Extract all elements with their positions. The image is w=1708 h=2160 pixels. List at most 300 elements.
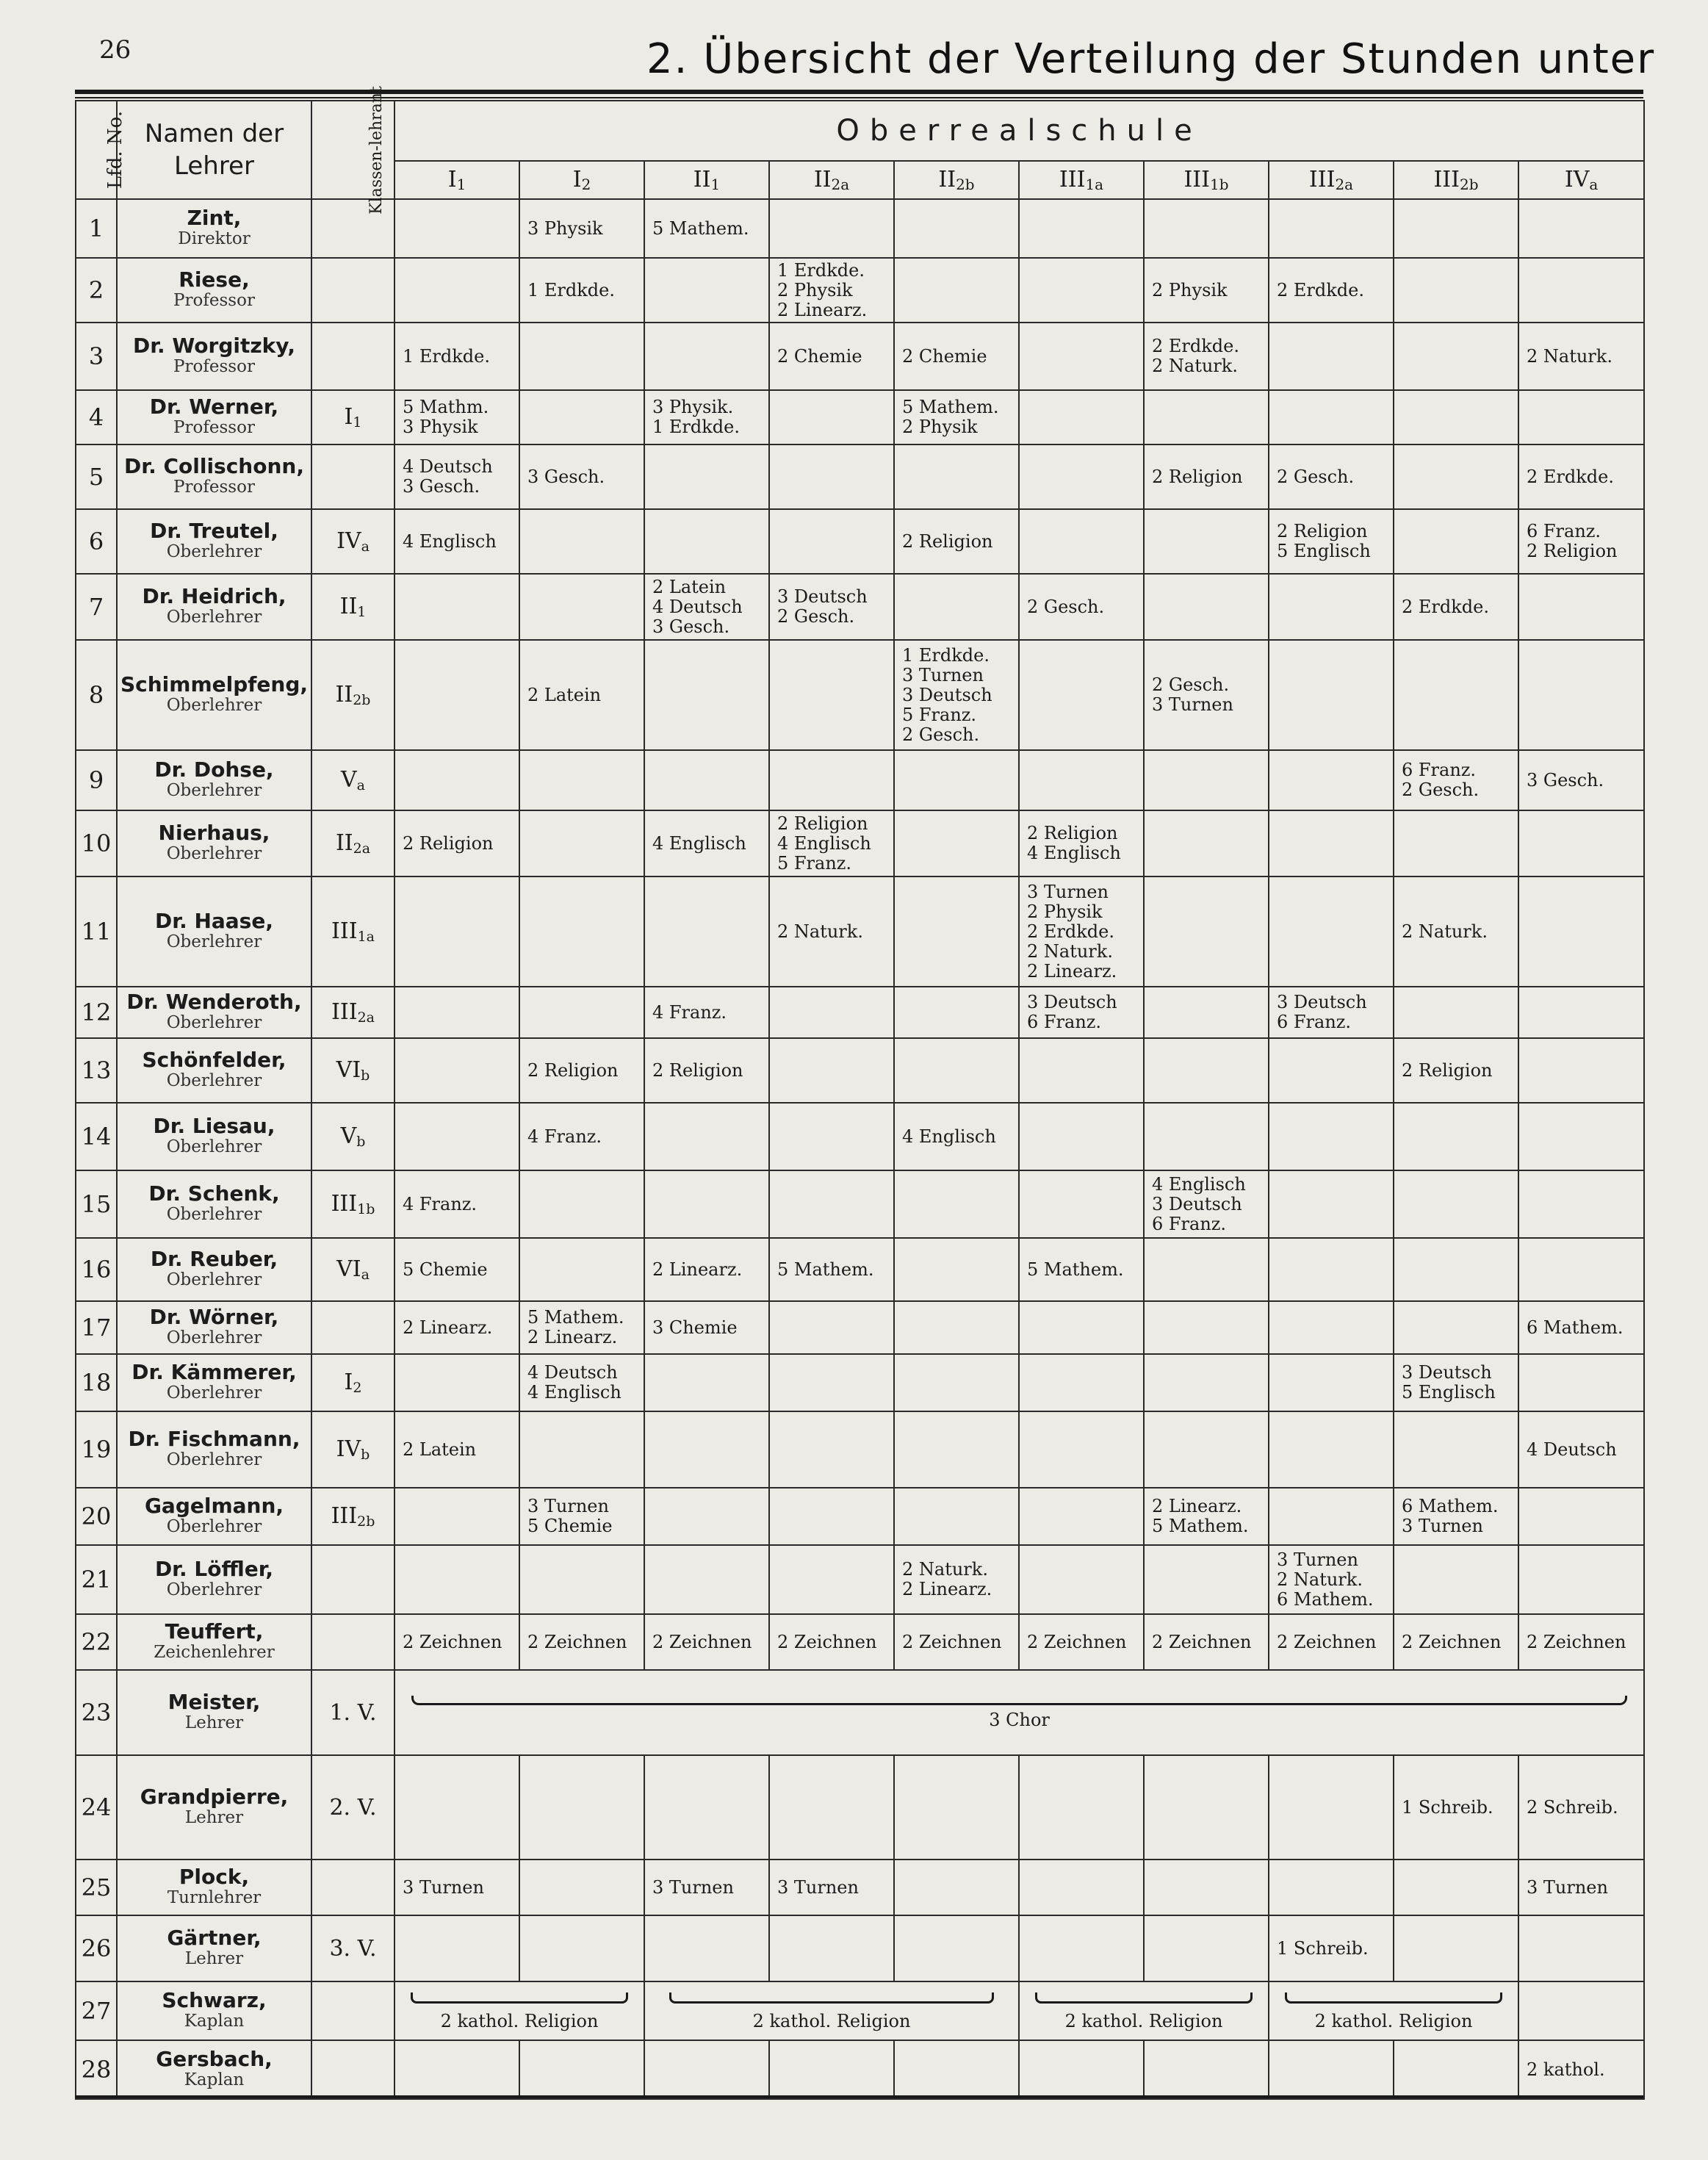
lesson-cell [644,1411,769,1488]
teacher-cell [117,444,311,509]
lesson-cell [394,574,519,640]
lesson-cell [894,1170,1019,1238]
lesson-cell [894,1301,1019,1354]
klassenlehrer-class: II [335,830,353,856]
lesson-cell [1019,390,1144,444]
lesson-cell [769,1545,894,1614]
lesson-entry: 1 Schreib. [1402,1796,1493,1818]
lesson-cell [1394,1238,1518,1301]
lesson-cell [1269,876,1394,987]
teacher-title: Lehrer [184,1713,244,1732]
lesson-entry: 5 Mathem. [1027,1259,1124,1280]
lesson-entry: 2 Latein [527,684,602,705]
lesson-cell [769,1238,894,1301]
lesson-cell [769,574,894,640]
row-number: 11 [76,876,117,987]
lesson-cell [519,1170,644,1238]
lesson-cell [394,1614,519,1670]
lesson-cell [394,640,519,750]
lesson-cell [1394,199,1518,258]
lesson-cell [769,1411,894,1488]
lesson-cell [519,1915,644,1981]
lesson-cell [1394,1755,1518,1860]
lesson-cell [894,390,1019,444]
lesson-entry: 3 Deutsch [1027,992,1117,1012]
table-row [76,1103,1644,1170]
lesson-cell [644,574,769,640]
lesson-cell [519,1238,644,1301]
klassenlehrer-cell [311,1170,394,1238]
lesson-entry: 2 Naturk. [1027,940,1113,962]
lesson-cell [1269,1170,1394,1238]
column-header-main: III [1183,167,1211,192]
lesson-cell [394,1545,519,1614]
teacher-cell [117,1545,311,1614]
lesson-entry: 2 Zeichnen [1402,1631,1502,1652]
teacher-title: Oberlehrer [166,781,262,800]
lesson-cell [1019,444,1144,509]
brace-mark [411,1696,1626,1705]
klassenlehrer-cell [311,1354,394,1411]
lesson-cell [1394,640,1518,750]
column-header [1144,161,1269,199]
lesson-cell [1269,1354,1394,1411]
teacher-name: Meister, [167,1690,261,1714]
lesson-cell [1518,1915,1644,1981]
lesson-cell [1019,876,1144,987]
lesson-cell [1394,987,1518,1038]
lesson-cell [1269,509,1394,574]
lesson-cell [894,876,1019,987]
lesson-cell [1518,1238,1644,1301]
lesson-entry: 6 Franz. [1527,521,1601,541]
lesson-cell [894,987,1019,1038]
lesson-entry: 3 Deutsch [777,586,868,607]
row-number: 22 [76,1614,117,1670]
row-number: 8 [76,640,117,750]
lesson-entry: 4 Deutsch [652,596,743,617]
row-number: 26 [76,1915,117,1981]
lesson-cell [1394,1488,1518,1545]
teacher-cell [117,750,311,810]
lesson-cell [1518,258,1644,323]
brace-mark [1035,1992,1253,2004]
klassenlehrer-cell [311,1755,394,1860]
teacher-name: Riese, [179,267,250,292]
group-lesson-cell [1518,1981,1644,2040]
lesson-cell [519,876,644,987]
page-number: 26 [99,35,131,65]
lesson-entry: 3 Turnen [1402,1516,1483,1536]
lesson-cell [769,444,894,509]
lesson-cell [1394,1301,1518,1354]
lesson-cell [894,1860,1019,1915]
lesson-cell [394,323,519,390]
lesson-entry: 2 Erdkde. [1277,279,1364,300]
lesson-cell [1518,1614,1644,1670]
teacher-cell [117,987,311,1038]
lesson-entry: 2 Zeichnen [902,1631,1002,1652]
teacher-name: Dr. Löffler, [154,1557,274,1581]
klassenlehrer-sub: 2a [357,1009,375,1026]
lesson-cell [519,1860,644,1915]
lesson-cell [1019,1488,1144,1545]
teacher-title: Oberlehrer [166,608,262,627]
lesson-entry: 3 Turnen [1027,881,1109,902]
teacher-name: Dr. Kämmerer, [131,1360,297,1384]
teacher-title: Direktor [178,229,251,248]
table-row [76,810,1644,876]
brace-mark [669,1992,995,2004]
column-header-main: I [447,167,457,192]
lesson-entry: 4 Englisch [652,832,746,854]
lesson-cell [894,199,1019,258]
lesson-entry: 3 Physik [527,217,603,239]
teacher-cell [117,509,311,574]
row-number: 20 [76,1488,117,1545]
lesson-cell [769,1038,894,1103]
teacher-name: Dr. Schenk, [148,1181,280,1206]
lesson-cell [644,1170,769,1238]
lesson-cell [894,1915,1019,1981]
lesson-cell [1518,810,1644,876]
teacher-title: Turnlehrer [167,1888,262,1907]
lesson-entry: 2 Gesch. [1277,466,1355,487]
klassenlehrer-sub: 1 [353,414,362,431]
teacher-cell [117,1238,311,1301]
lesson-cell [769,1301,894,1354]
klassenlehrer-sub: 2 [353,1380,362,1396]
klassenlehrer-cell [311,444,394,509]
lesson-entry: 6 Franz. [1027,1012,1102,1032]
lesson-cell [894,1354,1019,1411]
lesson-entry: 2 Linearz. [777,299,868,320]
lesson-entry: 2 Physik [1027,901,1103,922]
row-number: 15 [76,1170,117,1238]
column-header [769,161,894,199]
lesson-cell [1518,1545,1644,1614]
lesson-cell [1394,1103,1518,1170]
lesson-entry: 2 Religion [403,832,494,854]
heading-rule-thin [75,97,1643,98]
klassenlehrer-cell [311,1915,394,1981]
lesson-cell [1269,1614,1394,1670]
lesson-cell [1394,323,1518,390]
combined-lesson-text: 3 Chor [989,1709,1050,1730]
lesson-cell [394,509,519,574]
row-number: 14 [76,1103,117,1170]
teacher-title: Oberlehrer [166,1450,262,1469]
teacher-cell [117,1614,311,1670]
lesson-entry: 5 Mathem. [902,397,999,417]
lesson-cell [1269,640,1394,750]
lesson-cell [1144,1238,1269,1301]
lesson-cell [1269,1915,1394,1981]
klassenlehrer-cell [311,509,394,574]
row-number: 23 [76,1670,117,1755]
lesson-cell [769,876,894,987]
column-header-main: III [1059,167,1086,192]
lesson-cell [644,1038,769,1103]
lesson-entry: 5 Chemie [527,1516,613,1536]
lesson-entry: 3 Turnen [902,664,984,685]
lesson-cell [519,1614,644,1670]
teacher-cell [117,1170,311,1238]
teacher-cell [117,1488,311,1545]
row-number: 6 [76,509,117,574]
lesson-cell [1269,1488,1394,1545]
lesson-cell [1394,258,1518,323]
lesson-entry: 5 Franz. [777,852,852,874]
teacher-cell [117,1411,311,1488]
lesson-cell [394,1354,519,1411]
lesson-cell [1144,1411,1269,1488]
column-header [394,161,519,199]
lesson-cell [1144,509,1269,574]
lesson-entry: 6 Mathem. [1402,1496,1499,1516]
lesson-cell [1518,640,1644,750]
teacher-schedule-table [75,85,1645,2100]
lesson-entry: 3 Turnen [403,1876,484,1898]
lesson-entry: 2 Erdkde. [1152,336,1239,356]
lesson-cell [1019,987,1144,1038]
table-row [76,876,1644,987]
lesson-cell [1518,987,1644,1038]
teacher-title: Oberlehrer [166,1517,262,1536]
column-header-main: II [693,167,711,192]
lesson-cell [769,323,894,390]
klassenlehrer-sub: b [356,1134,366,1150]
klassenlehrer-sub: 2b [353,692,371,708]
lesson-entry: 2 Gesch. [1402,780,1480,800]
lesson-cell [1144,1038,1269,1103]
lesson-cell [394,987,519,1038]
lesson-entry: 2 Zeichnen [777,1631,877,1652]
lesson-entry: 2 Naturk. [1402,921,1488,942]
table-row [76,444,1644,509]
teacher-name: Schimmelpfeng, [120,672,309,696]
lesson-cell [1394,1038,1518,1103]
column-header [894,161,1019,199]
teacher-name: Zint, [187,206,242,230]
lesson-entry: 2 Religion [1402,1059,1493,1081]
lesson-entry: 3 Turnen [1527,1876,1608,1898]
lesson-cell [1019,1545,1144,1614]
teacher-cell [117,1915,311,1981]
row-number: 5 [76,444,117,509]
lesson-entry: 6 Mathem. [1527,1317,1624,1338]
column-header [1518,161,1644,199]
column-header-main: II [813,167,832,192]
lesson-cell [1518,1860,1644,1915]
teacher-title: Oberlehrer [166,696,262,715]
lesson-cell [394,2040,519,2099]
lesson-cell [644,810,769,876]
lesson-entry: 6 Franz. [1152,1213,1227,1234]
klassenlehrer-cell [311,1238,394,1301]
lesson-cell [519,1038,644,1103]
lesson-entry: 3 Turnen [777,1876,859,1898]
lesson-cell [519,1545,644,1614]
lesson-entry: 2 kathol. [1527,2059,1605,2080]
lesson-cell [644,2040,769,2099]
lesson-cell [1394,509,1518,574]
lesson-entry: 4 Deutsch [527,1362,618,1383]
lesson-cell [1019,810,1144,876]
lesson-cell [1144,574,1269,640]
klassenlehrer-class: I [344,1369,353,1395]
teacher-title: Oberlehrer [166,1383,262,1403]
table-row [76,1411,1644,1488]
klassenlehrer-class: II [339,594,358,619]
lesson-entry: 5 Chemie [403,1259,488,1280]
lesson-cell [1394,1354,1518,1411]
table-row [76,2040,1644,2099]
column-header [1269,161,1394,199]
lesson-entry: 1 Erdkde. [403,345,490,367]
row-number: 21 [76,1545,117,1614]
brace-mark [1285,1992,1503,2004]
column-header [519,161,644,199]
lesson-cell [644,1614,769,1670]
lesson-cell [1019,509,1144,574]
lesson-cell [394,1860,519,1915]
lesson-cell [1394,876,1518,987]
lesson-cell [1019,1755,1144,1860]
lesson-cell [644,323,769,390]
table-row [76,750,1644,810]
lesson-entry: 2 Religion [652,1059,743,1081]
lesson-entry: 3 Chemie [652,1317,738,1338]
lesson-cell [394,390,519,444]
lesson-entry: 3 Gesch. [1527,769,1604,791]
lesson-cell [1394,1170,1518,1238]
lesson-cell [1518,750,1644,810]
lesson-entry: 4 Franz. [527,1126,602,1147]
table-row [76,1755,1644,1860]
klassenlehrer-sub: 1a [357,929,375,945]
lesson-entry: 4 Franz. [652,1001,727,1023]
lesson-entry: 2 Linearz. [403,1317,493,1338]
table-row [76,574,1644,640]
lesson-entry: 4 Englisch [527,1382,621,1403]
teacher-name: Gagelmann, [144,1494,284,1518]
lesson-cell [1518,444,1644,509]
teacher-title: Professor [173,418,255,437]
lesson-entry: 5 Englisch [1277,541,1371,561]
lesson-cell [519,1755,644,1860]
lesson-cell [519,574,644,640]
row-number: 28 [76,2040,117,2099]
teacher-title: Professor [173,357,255,376]
lesson-entry: 2 Erdkde. [1402,596,1489,617]
lesson-cell [1019,750,1144,810]
lesson-cell [1019,1411,1144,1488]
lesson-cell [1144,444,1269,509]
teacher-name: Dr. Treutel, [150,519,278,543]
lesson-cell [394,1488,519,1545]
lesson-cell [1144,199,1269,258]
column-header-sub: 1 [456,176,466,193]
lesson-entry: 4 Englisch [902,1126,996,1147]
lesson-cell [1269,258,1394,323]
row-number: 3 [76,323,117,390]
row-number: 13 [76,1038,117,1103]
lesson-cell [644,1354,769,1411]
lesson-cell [1144,987,1269,1038]
lesson-cell [1518,390,1644,444]
teacher-name: Gärtner, [167,1926,262,1950]
lesson-cell [519,199,644,258]
lesson-cell [1269,444,1394,509]
lesson-cell [519,1488,644,1545]
lesson-cell [1394,2040,1518,2099]
klassenlehrer-cell [311,574,394,640]
lesson-entry: 1 Erdkde. [652,417,740,437]
table-row [76,1488,1644,1545]
lesson-cell [1269,1038,1394,1103]
klassenlehrer-class: VI [336,1057,361,1083]
klassenlehrer-cell [311,810,394,876]
klassenlehrer-class: 3. V. [329,1935,377,1962]
lesson-cell [894,1755,1019,1860]
klassenlehrer-cell [311,1670,394,1755]
table-row [76,1981,1644,2040]
lesson-entry: 2 Zeichnen [403,1631,502,1652]
column-header-main: II [938,167,956,192]
column-header-sub: 2 [581,176,591,193]
group-lesson-cell [1019,1981,1269,2040]
lesson-cell [1019,1354,1144,1411]
teacher-name: Dr. Wörner, [149,1305,279,1329]
klassenlehrer-sub: b [361,1068,370,1084]
teacher-cell [117,1354,311,1411]
teacher-name: Dr. Liesau, [153,1114,275,1138]
table-row [76,1614,1644,1670]
lesson-entry: 2 Zeichnen [1527,1631,1626,1652]
teacher-title: Oberlehrer [166,844,262,863]
teacher-cell [117,390,311,444]
teacher-cell [117,810,311,876]
teacher-name: Gersbach, [156,2047,273,2071]
teacher-name: Nierhaus, [158,821,270,845]
lesson-cell [1394,1860,1518,1915]
lesson-entry: 2 Latein [652,576,727,597]
lesson-cell [769,1614,894,1670]
lesson-cell [1518,323,1644,390]
teacher-title: Oberlehrer [166,1205,262,1224]
klassenlehrer-cell [311,1981,394,2040]
column-header-sub: 2b [956,176,975,193]
column-header-sub: a [1589,176,1599,193]
lesson-cell [894,1038,1019,1103]
lesson-cell [1144,1755,1269,1860]
lesson-entry: 3 Gesch. [527,466,605,487]
teacher-name: Dr. Worgitzky, [132,334,296,358]
lesson-cell [1144,810,1269,876]
lesson-entry: 1 Schreib. [1277,1937,1369,1959]
lesson-entry: 5 Franz. [902,704,977,725]
table-row [76,1238,1644,1301]
table-row [76,640,1644,750]
group-lesson-text: 2 kathol. Religion [1064,2011,1223,2031]
lesson-cell [894,1614,1019,1670]
lesson-cell [1394,1614,1518,1670]
teacher-cell [117,1981,311,2040]
lesson-cell [644,1301,769,1354]
klassenlehrer-cell [311,1488,394,1545]
lesson-entry: 3 Physik. [652,397,734,417]
